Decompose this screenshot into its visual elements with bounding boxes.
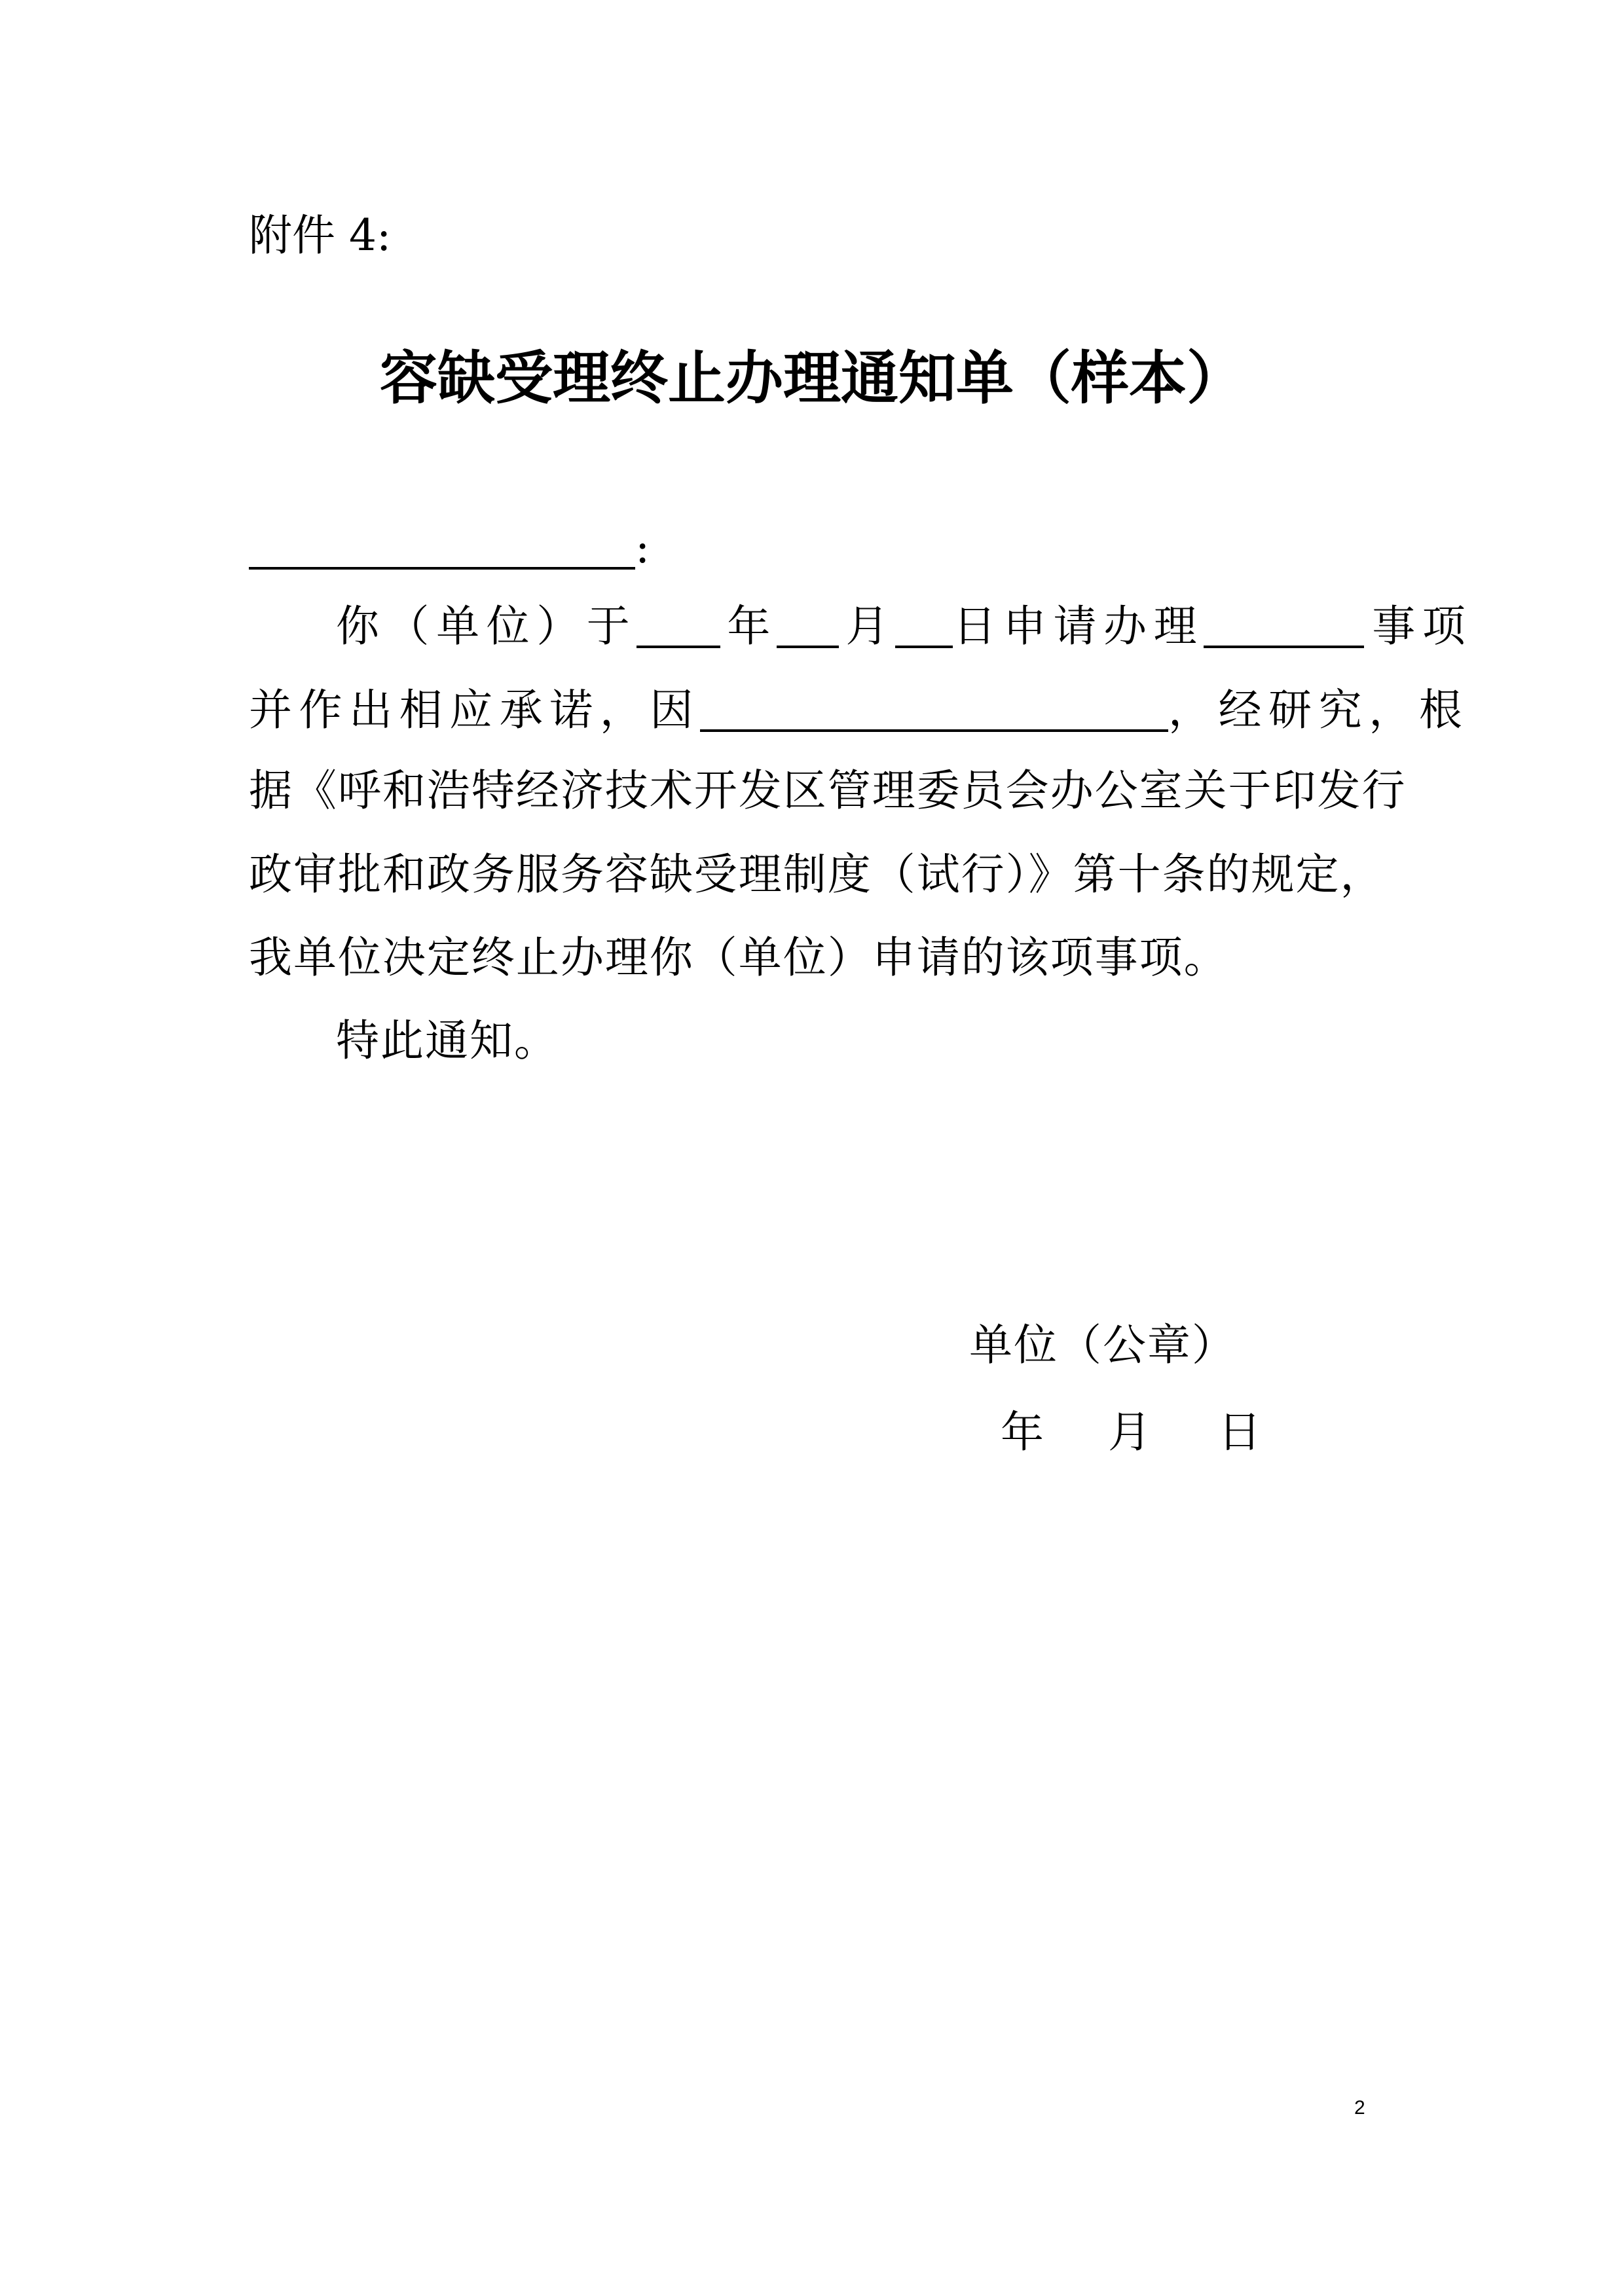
reason-blank[interactable] (700, 686, 1168, 732)
addressee-colon: : (635, 522, 650, 573)
signature-unit: 单位（公章） (969, 1320, 1236, 1370)
line1-text-5: 事项 (1372, 601, 1473, 651)
closing-text: 特此通知。 (336, 1015, 559, 1066)
body-line-2 (249, 685, 1469, 735)
body-line-3: 据《呼和浩特经济技术开发区管理委员会办公室关于印发行 (249, 765, 1407, 816)
signature-year: 年 (1001, 1407, 1044, 1457)
line1-text-3: 月 (845, 601, 889, 651)
line2-text-2: ，经研究，根 (1168, 685, 1469, 735)
body-line-5: 我单位决定终止办理你（单位）申请的该项事项。 (249, 932, 1228, 983)
day-blank[interactable] (895, 602, 953, 648)
signature-month: 月 (1108, 1407, 1151, 1457)
month-blank[interactable] (777, 602, 839, 648)
matter-blank[interactable] (1204, 602, 1364, 648)
line2-text-1: 并作出相应承诺，因 (249, 685, 701, 735)
line1-text-1: 你（单位）于 (336, 601, 637, 651)
body-line-4: 政审批和政务服务容缺受理制度（试行）》第十条的规定， (249, 849, 1385, 900)
body-line-1 (336, 601, 1473, 651)
addressee-blank[interactable] (249, 524, 635, 570)
page-number: 2 (1354, 2097, 1365, 2119)
signature-day: 日 (1218, 1407, 1261, 1457)
year-blank[interactable] (637, 602, 720, 648)
line1-text-2: 年 (727, 601, 771, 651)
line1-text-4: 日申请办理 (953, 601, 1204, 651)
addressee-line (249, 522, 650, 573)
document-title: 容缺受理终止办理通知单（样本） (379, 344, 1244, 412)
attachment-label: 附件 4: (249, 210, 392, 261)
